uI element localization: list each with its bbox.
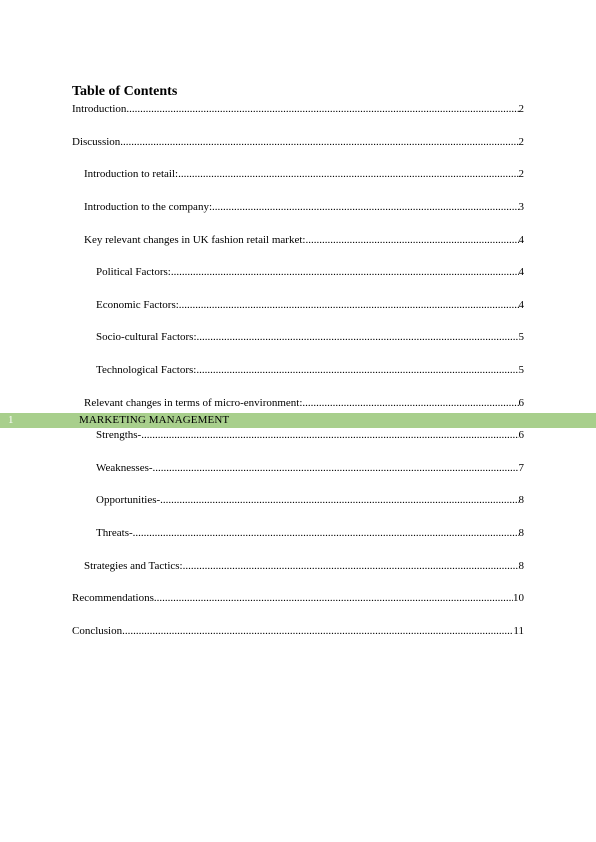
dot-leader	[179, 298, 519, 312]
toc-entry-micro-environment[interactable]	[84, 396, 524, 410]
toc-entry-page: 4	[518, 299, 524, 311]
dot-leader	[197, 330, 519, 344]
dot-leader	[302, 396, 518, 410]
toc-entry-opportunities[interactable]	[96, 493, 524, 507]
dot-leader	[126, 102, 518, 116]
dot-leader	[153, 461, 519, 475]
toc-entry-page: 4	[518, 266, 524, 278]
toc-entry-label: Strategies and Tactics:	[84, 560, 183, 572]
toc-entry-strategies-and-tactics[interactable]	[84, 559, 524, 573]
toc-entry-label: Key relevant changes in UK fashion retail market:	[84, 234, 306, 246]
toc-entry-page: 8	[518, 494, 524, 506]
toc-entry-economic-factors[interactable]	[96, 298, 524, 312]
toc-entry-page: 6	[518, 429, 524, 441]
toc-entry-label: Socio-cultural Factors:	[96, 331, 197, 343]
toc-entry-threats[interactable]	[96, 526, 524, 540]
page-header-band	[0, 413, 596, 428]
dot-leader	[122, 624, 513, 638]
toc-entry-label: Conclusion	[72, 625, 123, 637]
toc-entry-technological-factors[interactable]	[96, 363, 524, 377]
toc-entry-label: Technological Factors:	[96, 364, 197, 376]
toc-entry-recommendations[interactable]	[72, 591, 524, 605]
toc-entry-page: 11	[513, 625, 524, 637]
dot-leader	[120, 135, 518, 149]
toc-entry-page: 3	[518, 201, 524, 213]
toc-entry-label: Introduction to the company:	[84, 201, 212, 213]
dot-leader	[141, 428, 518, 442]
toc-entry-discussion[interactable]	[72, 135, 524, 149]
toc-entry-label: Political Factors:	[96, 266, 171, 278]
dot-leader	[305, 233, 518, 247]
toc-entry-page: 2	[518, 168, 524, 180]
toc-entry-strengths[interactable]	[96, 428, 524, 442]
toc-entry-page: 5	[518, 331, 524, 343]
toc-entry-socio-cultural-factors[interactable]	[96, 330, 524, 344]
toc-entry-weaknesses[interactable]	[96, 461, 524, 475]
toc-entry-page: 8	[518, 527, 524, 539]
toc-entry-label: Introduction	[72, 103, 127, 115]
toc-entry-key-relevant-changes[interactable]	[84, 233, 524, 247]
toc-entry-political-factors[interactable]	[96, 265, 524, 279]
dot-leader	[196, 363, 518, 377]
dot-leader	[154, 591, 513, 605]
toc-entry-page: 10	[513, 592, 524, 604]
toc-entry-page: 6	[518, 397, 524, 409]
toc-entry-label: Discussion	[72, 136, 121, 148]
dot-leader	[171, 265, 519, 279]
toc-entry-label: Opportunities-	[96, 494, 161, 506]
toc-entry-page: 4	[518, 234, 524, 246]
toc-entry-introduction[interactable]	[72, 102, 524, 116]
toc-entry-page: 5	[518, 364, 524, 376]
dot-leader	[183, 559, 519, 573]
toc-entry-introduction-to-company[interactable]	[84, 200, 524, 214]
toc-entry-page: 2	[518, 136, 524, 148]
dot-leader	[178, 167, 518, 181]
toc-entry-page: 8	[518, 560, 524, 572]
running-header-title: MARKETING MANAGEMENT	[79, 414, 230, 426]
toc-entry-introduction-to-retail[interactable]	[84, 167, 524, 181]
toc-entry-label: Weaknesses-	[96, 462, 153, 474]
toc-entry-label: Relevant changes in terms of micro-environment:	[84, 397, 303, 409]
toc-entry-label: Economic Factors:	[96, 299, 179, 311]
toc-entry-label: Strengths-	[96, 429, 142, 441]
toc-title: Table of Contents	[72, 84, 178, 99]
toc-entry-page: 2	[518, 103, 524, 115]
toc-entry-page: 7	[518, 462, 524, 474]
dot-leader	[212, 200, 519, 214]
dot-leader	[160, 493, 518, 507]
page-number: 1	[8, 414, 14, 426]
toc-entry-label: Threats-	[96, 527, 133, 539]
dot-leader	[133, 526, 519, 540]
toc-entry-label: Recommendations	[72, 592, 154, 604]
toc-entry-conclusion[interactable]	[72, 624, 524, 638]
toc-entry-label: Introduction to retail:	[84, 168, 179, 180]
